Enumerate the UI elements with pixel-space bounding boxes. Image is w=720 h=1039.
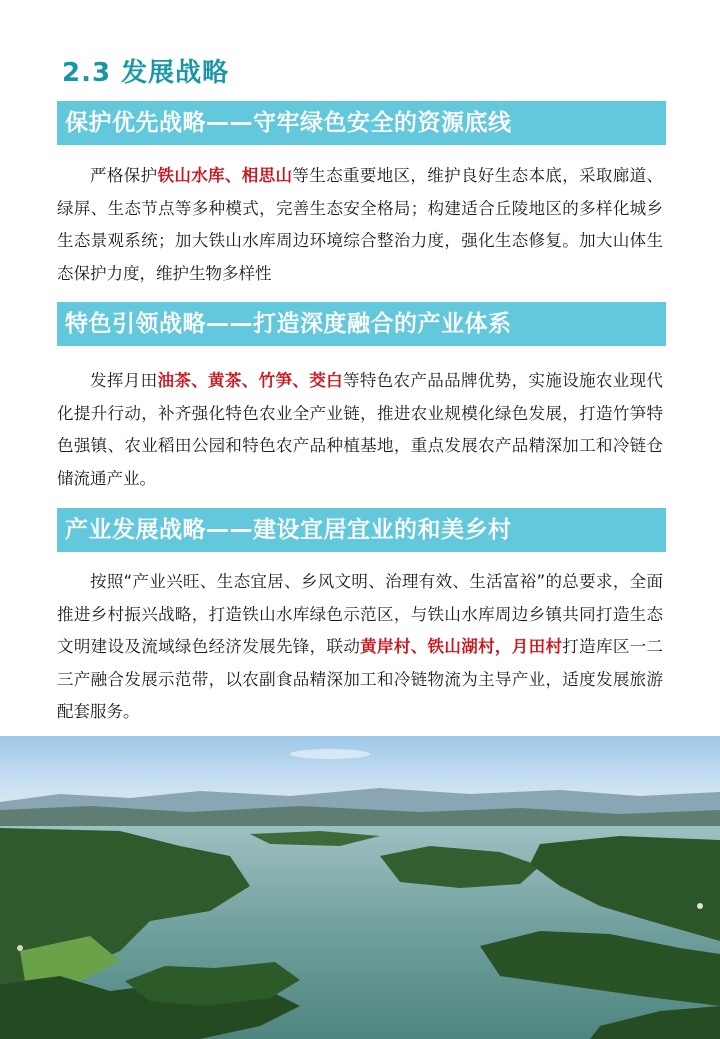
para-highlight: 黄岸村、铁山湖村，月田村 (360, 637, 563, 657)
paragraph-protection-strategy (57, 160, 663, 290)
banner-feature-strategy: 特色引领战略——打造深度融合的产业体系 (57, 302, 666, 346)
para-text: 按照“产业兴旺、生态宜居、乡风文明、治理有效、生活富裕”的总要求，全面推进乡村振兴战略，打造铁山水库绿色示范区，与铁山水库周边乡镇共同打造生态文明建设及流域绿色经济发展先锋，联动 (57, 572, 663, 657)
para-text: 等特色农产品品牌优势，实施设施农业现代化提升行动，补齐强化特色农业全产业链，推进农业规模化绿色发展，打造竹笋特色强镇、农业稻田公园和特色农产品种植基地，重点发展农产品精深加工和冷链仓储流通产业。 (57, 371, 664, 488)
paragraph-industry-strategy (57, 566, 663, 729)
banner-industry-strategy: 产业发展战略——建设宜居宜业的和美乡村 (57, 508, 666, 552)
para-text: 打造库区一二三产融合发展示范带，以农副食品精深加工和冷链物流为主导产业，适度发展旅游配套服务。 (57, 637, 664, 722)
cloud (290, 749, 370, 759)
para-highlight: 铁山水库、相思山 (157, 166, 293, 185)
banner-protection-strategy: 保护优先战略——守牢绿色安全的资源底线 (57, 101, 666, 145)
building (697, 903, 703, 909)
para-highlight: 油茶、黄茶、竹笋、茭白 (157, 371, 343, 390)
para-text: 严格保护 (90, 166, 158, 185)
para-text: 等生态重要地区，维护良好生态本底，采取廊道、绿屏、生态节点等多种模式，完善生态安全格局；构建适合丘陵地区的多样化城乡生态景观系统；加大铁山水库周边环境综合整治力度，强化生态修复。加大山体生态保护力度，维护生物多样性 (57, 166, 664, 283)
section-title: 2.3 发展战略 (62, 58, 230, 88)
para-text: 发挥月田 (90, 371, 158, 390)
building (17, 945, 23, 951)
reservoir-aerial-photo (0, 736, 720, 1039)
paragraph-feature-strategy (57, 365, 663, 495)
